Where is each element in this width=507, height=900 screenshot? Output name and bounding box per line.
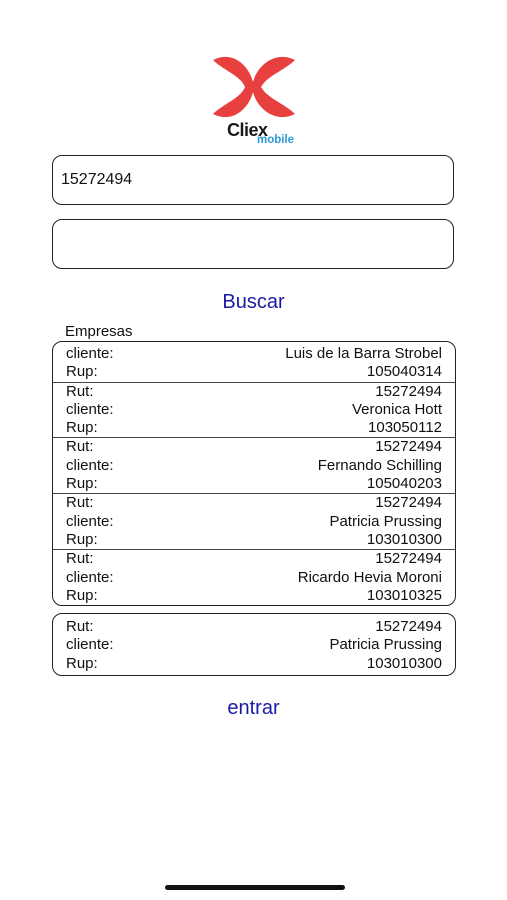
field-row <box>53 345 455 363</box>
logo-brand-text: Cliex <box>227 120 268 140</box>
selected-empresa <box>52 613 456 676</box>
password-input[interactable] <box>52 219 454 269</box>
field-key: Rup: <box>66 475 98 493</box>
logo-sub-text: mobile <box>257 134 295 146</box>
field-row <box>53 363 455 381</box>
field-value: Fernando Schilling <box>317 456 442 474</box>
field-value: 103050112 <box>368 419 442 437</box>
field-row <box>53 475 455 493</box>
entrar-button[interactable]: entrar <box>0 697 507 720</box>
empresa-list-item[interactable] <box>53 493 455 549</box>
home-indicator <box>165 885 345 890</box>
field-row <box>53 494 455 512</box>
field-row <box>53 457 455 475</box>
field-row <box>53 531 455 549</box>
rut-input[interactable] <box>52 155 454 205</box>
field-value: 15272494 <box>375 494 442 512</box>
field-value: 103010300 <box>366 530 442 548</box>
cliex-x-icon <box>205 54 305 120</box>
field-key: Rup: <box>66 363 98 381</box>
empresa-list-item[interactable] <box>53 549 455 605</box>
cliex-logo <box>205 54 305 150</box>
empresa-list-item[interactable] <box>53 437 455 493</box>
field-key: cliente: <box>66 400 114 418</box>
empresas-label: Empresas <box>65 323 133 340</box>
field-row <box>53 383 455 401</box>
field-row <box>53 438 455 456</box>
empresas-list[interactable] <box>52 341 456 606</box>
empresa-list-item[interactable] <box>53 382 455 438</box>
field-key: Rup: <box>66 530 98 548</box>
field-key: Rut: <box>66 550 94 568</box>
field-row <box>53 569 455 587</box>
field-key: Rut: <box>66 382 94 400</box>
field-key: cliente: <box>66 512 114 530</box>
field-value: 103010300 <box>366 654 442 672</box>
field-row <box>53 655 455 673</box>
field-row <box>53 550 455 568</box>
field-key: Rup: <box>66 586 98 604</box>
field-key: Rut: <box>66 438 94 456</box>
field-key: Rut: <box>66 494 94 512</box>
field-key: Rup: <box>66 419 98 437</box>
field-value: Patricia Prussing <box>329 512 442 530</box>
field-row <box>53 636 455 654</box>
field-value: Patricia Prussing <box>329 636 442 654</box>
field-key: Rut: <box>66 618 94 635</box>
field-value: 15272494 <box>375 382 442 400</box>
buscar-button[interactable]: Buscar <box>0 291 507 314</box>
field-value: 15272494 <box>375 550 442 568</box>
empresa-list-item[interactable] <box>53 345 455 382</box>
field-key: cliente: <box>66 456 114 474</box>
field-key: cliente: <box>66 636 114 654</box>
field-key: cliente: <box>66 345 114 362</box>
field-value: 15272494 <box>375 618 442 635</box>
field-value: Ricardo Hevia Moroni <box>297 568 442 586</box>
field-value: 103010325 <box>366 586 442 604</box>
field-value: Veronica Hott <box>351 400 442 418</box>
field-row <box>53 401 455 419</box>
field-key: Rup: <box>66 654 98 672</box>
field-value: 105040314 <box>366 363 442 381</box>
field-value: 15272494 <box>375 438 442 456</box>
field-row <box>53 419 455 437</box>
field-value: Luis de la Barra Strobel <box>285 345 442 362</box>
field-row <box>53 618 455 636</box>
field-row <box>53 513 455 531</box>
field-key: cliente: <box>66 568 114 586</box>
field-value: 105040203 <box>366 475 442 493</box>
field-row <box>53 587 455 605</box>
